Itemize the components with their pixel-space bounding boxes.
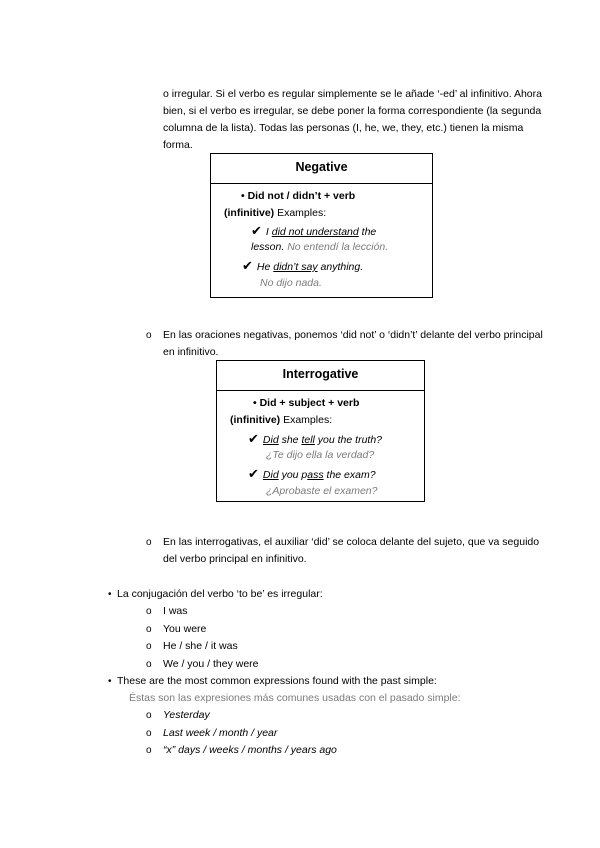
circle-bullet-icon: o [146, 537, 152, 548]
intro-line-3: columna de la lista). Todas las personas (I, he, we, they, etc.) tienen la misma [163, 122, 524, 134]
negative-note-line-1: En las oraciones negativas, ponemos ‘did not’ o ‘didn’t’ delante del verbo principal [163, 329, 543, 341]
circle-bullet-icon: o [146, 710, 152, 721]
circle-bullet-icon: o [146, 606, 152, 617]
checkmark-icon: ✔ [242, 258, 253, 273]
expressions-translation: Éstas son las expresiones más comunes usadas con el pasado simple: [129, 692, 461, 704]
interrogative-note-line-2: del verbo principal en infinitivo. [163, 553, 307, 565]
circle-bullet-icon: o [146, 624, 152, 635]
negative-title: Negative [295, 160, 348, 174]
list-item: You were [163, 623, 207, 635]
to-be-heading: La conjugación del verbo ‘to be’ es irregular: [117, 588, 323, 600]
interrogative-example-2-translation: ¿Aprobaste el examen? [266, 485, 378, 497]
intro-line-4: forma. [163, 139, 193, 151]
circle-bullet-icon: o [146, 330, 152, 341]
list-item: Yesterday [163, 709, 210, 721]
negative-example-1: ✔ I did not understand the [251, 223, 377, 238]
negative-divider [211, 183, 432, 184]
bullet-icon: • [241, 190, 248, 202]
interrogative-title: Interrogative [282, 367, 359, 381]
circle-bullet-icon: o [146, 728, 152, 739]
bullet-icon: • [253, 397, 260, 409]
circle-bullet-icon: o [146, 641, 152, 652]
bullet-icon: • [108, 676, 112, 687]
circle-bullet-icon: o [146, 659, 152, 670]
negative-note-line-2: en infinitivo. [163, 346, 219, 358]
list-item: Last week / month / year [163, 727, 278, 739]
negative-example-1-cont: lesson. No entendí la lección. [251, 241, 389, 253]
interrogative-example-2: ✔ Did you pass the exam? [248, 466, 376, 481]
interrogative-example-1-translation: ¿Te dijo ella la verdad? [266, 449, 375, 461]
checkmark-icon: ✔ [251, 223, 262, 238]
list-item: I was [163, 605, 188, 617]
checkmark-icon: ✔ [248, 431, 259, 446]
interrogative-rule-line-2: (infinitive) Examples: [230, 414, 333, 426]
interrogative-divider [217, 390, 424, 391]
interrogative-box [216, 360, 425, 502]
list-item: “x” days / weeks / months / years ago [163, 744, 337, 756]
list-item: We / you / they were [163, 658, 259, 670]
negative-example-1-translation: No entendí la lección. [287, 241, 389, 253]
checkmark-icon: ✔ [248, 466, 259, 481]
interrogative-note-line-1: En las interrogativas, el auxiliar ‘did’ se coloca delante del sujeto, que va seguido [163, 536, 540, 548]
interrogative-rule-line-1: • Did + subject + verb [253, 397, 360, 409]
negative-rule-line-2: (infinitive) Examples: [224, 207, 327, 219]
list-item: He / she / it was [163, 640, 238, 652]
intro-line-2: bien, si el verbo es irregular, se debe poner la forma correspondiente (la segunda [163, 105, 542, 117]
intro-line-1: o irregular. Si el verbo es regular simplemente se le añade ‘-ed’ al infinitivo. Ahora [163, 88, 542, 100]
interrogative-example-1: ✔ Did she tell you the truth? [248, 431, 383, 446]
negative-rule-line-1: • Did not / didn’t + verb [241, 190, 356, 202]
negative-box [210, 153, 433, 298]
bullet-icon: • [108, 589, 112, 600]
negative-example-2-translation: No dijo nada. [260, 277, 322, 289]
expressions-heading: These are the most common expressions found with the past simple: [117, 675, 437, 687]
negative-example-2: ✔ He didn’t say anything. [242, 258, 364, 273]
circle-bullet-icon: o [146, 745, 152, 756]
